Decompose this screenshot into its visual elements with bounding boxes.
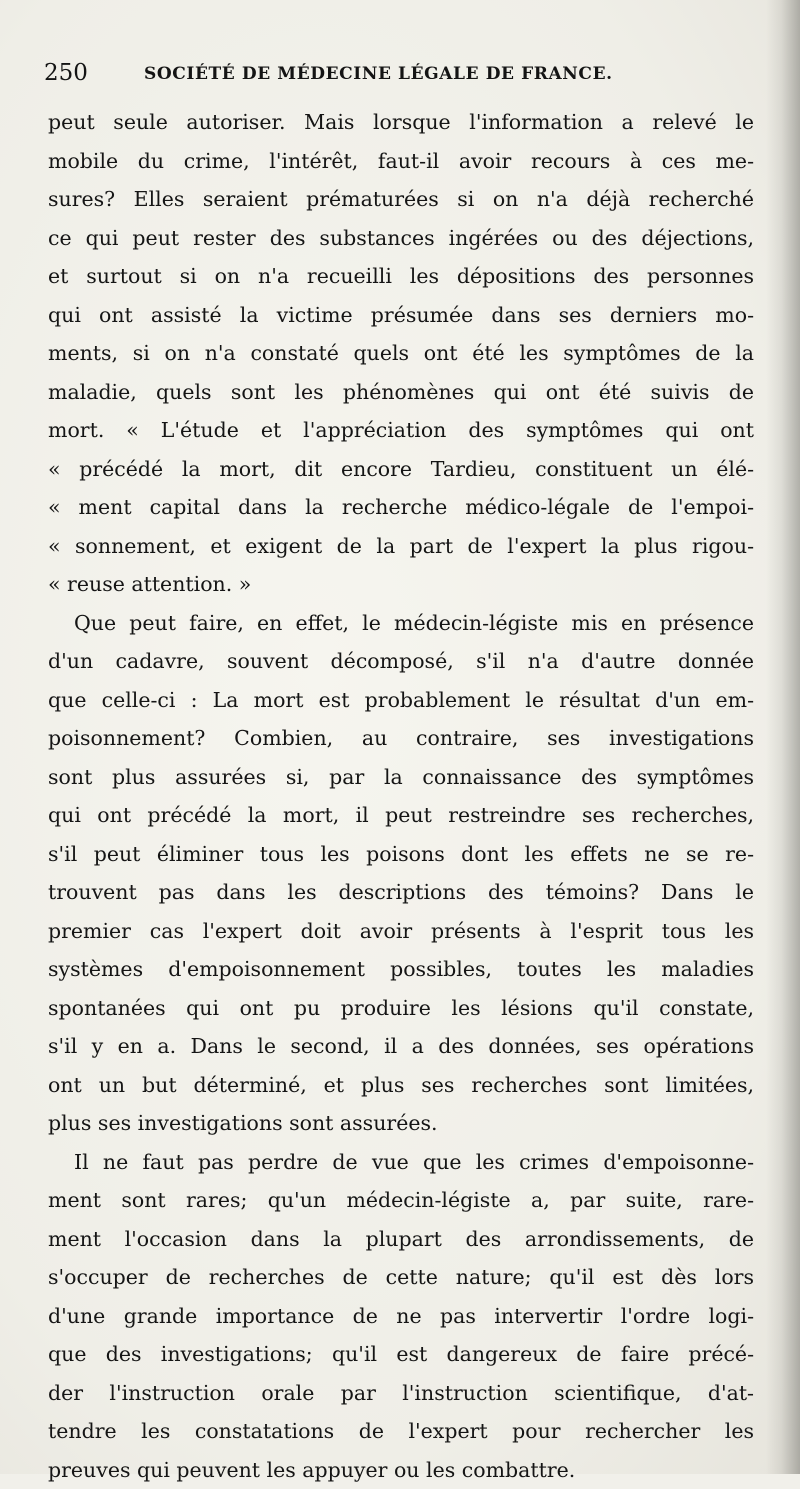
text-line: preuves qui peuvent les appuyer ou les combattre.: [48, 1451, 754, 1489]
paragraph-1: [48, 103, 754, 604]
text-line: trouvent pas dans les descriptions des témoins? Dans le: [48, 873, 754, 912]
text-line: spontanées qui ont pu produire les lésions qu'il constate,: [48, 989, 754, 1028]
text-line: s'occuper de recherches de cette nature; qu'il est dès lors: [48, 1258, 754, 1297]
text-line: « reuse attention. »: [48, 565, 754, 604]
text-line: « ment capital dans la recherche médico-légale de l'empoi-: [48, 488, 754, 527]
text-line: maladie, quels sont les phénomènes qui ont été suivis de: [48, 373, 754, 412]
text-line: d'un cadavre, souvent décomposé, s'il n'a d'autre donnée: [48, 642, 754, 681]
text-line: Il ne faut pas perdre de vue que les crimes d'empoisonne-: [48, 1143, 754, 1182]
text-line: qui ont précédé la mort, il peut restreindre ses recherches,: [48, 796, 754, 835]
text-line: ce qui peut rester des substances ingérées ou des déjections,: [48, 219, 754, 258]
text-line: mobile du crime, l'intérêt, faut-il avoir recours à ces me-: [48, 142, 754, 181]
text-line: « sonnement, et exigent de la part de l'expert la plus rigou-: [48, 527, 754, 566]
text-line: sures? Elles seraient prématurées si on n'a déjà recherché: [48, 180, 754, 219]
text-line: d'une grande importance de ne pas intervertir l'ordre logi-: [48, 1297, 754, 1336]
text-line: premier cas l'expert doit avoir présents à l'esprit tous les: [48, 912, 754, 951]
text-line: que celle-ci : La mort est probablement le résultat d'un em-: [48, 681, 754, 720]
paragraph-2: [48, 604, 754, 1143]
page-header: [44, 58, 756, 92]
text-line: ment sont rares; qu'un médecin-légiste a, par suite, rare-: [48, 1181, 754, 1220]
page-edge-shadow: [766, 0, 800, 1474]
paragraph-3: [48, 1143, 754, 1489]
text-line: s'il peut éliminer tous les poisons dont les effets ne se re-: [48, 835, 754, 874]
text-line: poisonnement? Combien, au contraire, ses investigations: [48, 719, 754, 758]
text-line: plus ses investigations sont assurées.: [48, 1104, 754, 1143]
text-line: sont plus assurées si, par la connaissance des symptômes: [48, 758, 754, 797]
text-line: der l'instruction orale par l'instruction scientifique, d'at-: [48, 1374, 754, 1413]
text-line: peut seule autoriser. Mais lorsque l'information a relevé le: [48, 103, 754, 142]
text-line: qui ont assisté la victime présumée dans ses derniers mo-: [48, 296, 754, 335]
text-line: ont un but déterminé, et plus ses recherches sont limitées,: [48, 1066, 754, 1105]
text-line: tendre les constatations de l'expert pour rechercher les: [48, 1412, 754, 1451]
body-text: [48, 103, 754, 1489]
text-line: ments, si on n'a constaté quels ont été les symptômes de la: [48, 334, 754, 373]
text-line: que des investigations; qu'il est dangereux de faire précé-: [48, 1335, 754, 1374]
page-number: 250: [44, 58, 88, 88]
text-line: mort. « L'étude et l'appréciation des symptômes qui ont: [48, 411, 754, 450]
running-title: SOCIÉTÉ DE MÉDECINE LÉGALE DE FRANCE.: [144, 60, 613, 88]
text-line: ment l'occasion dans la plupart des arrondissements, de: [48, 1220, 754, 1259]
text-line: et surtout si on n'a recueilli les dépositions des personnes: [48, 257, 754, 296]
text-line: Que peut faire, en effet, le médecin-légiste mis en présence: [48, 604, 754, 643]
text-line: s'il y en a. Dans le second, il a des données, ses opérations: [48, 1027, 754, 1066]
text-line: systèmes d'empoisonnement possibles, toutes les maladies: [48, 950, 754, 989]
text-line: « précédé la mort, dit encore Tardieu, constituent un élé-: [48, 450, 754, 489]
